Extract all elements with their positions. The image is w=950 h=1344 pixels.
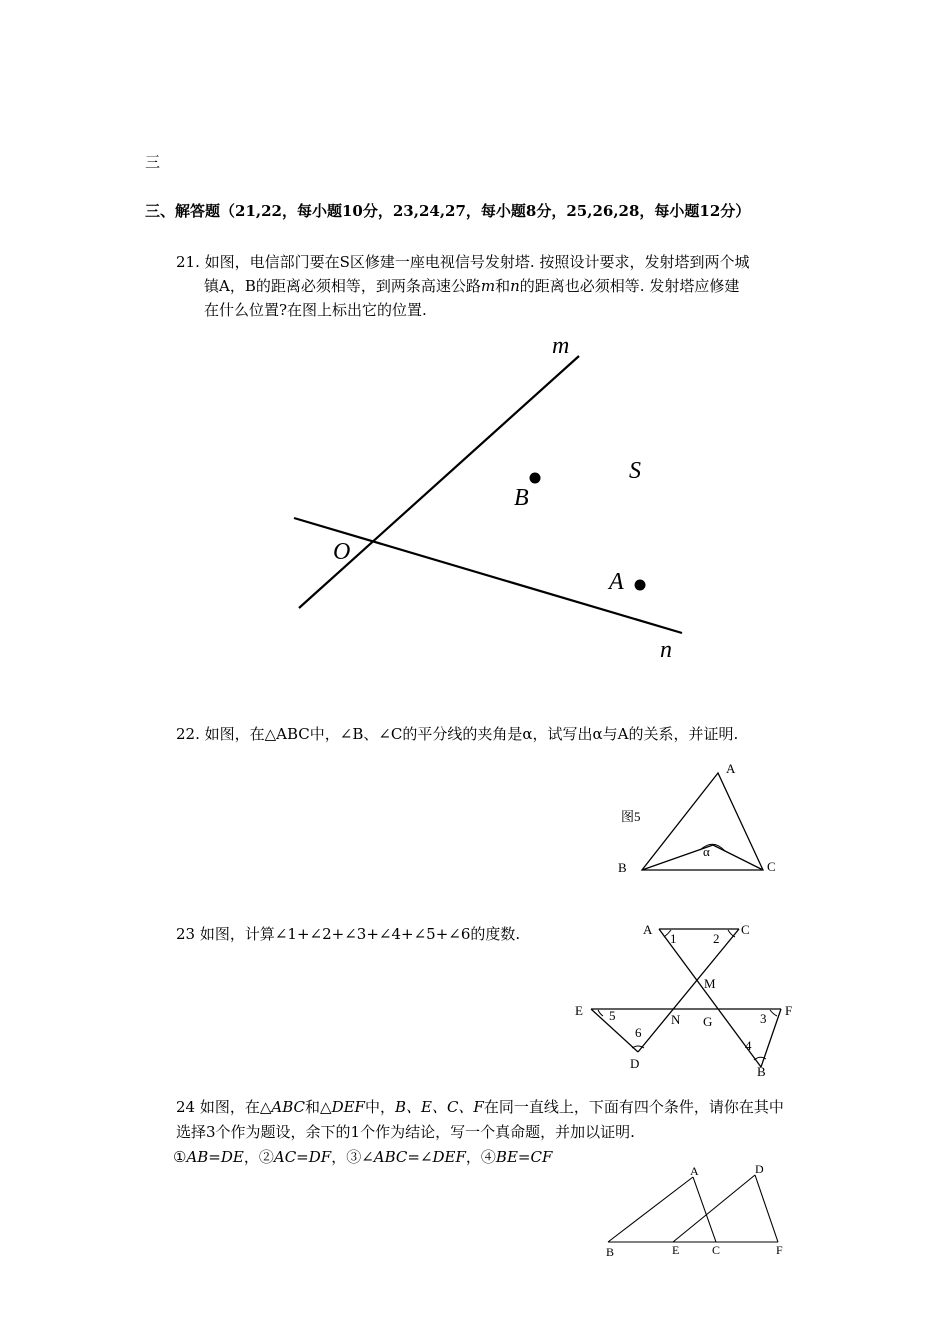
cond-4-num: ，④ xyxy=(465,1148,496,1166)
q24-l1-d: 在同一直线上，下面有四个条件，请你在其中 xyxy=(483,1098,784,1116)
q21-line-3: 在什么位置?在图上标出它的位置. xyxy=(204,301,427,319)
label-c: C xyxy=(712,1243,721,1257)
cond-2: AC=DF xyxy=(273,1148,332,1166)
label-alpha: α xyxy=(703,844,710,859)
label-b: B xyxy=(618,860,627,875)
q24-def: DEF xyxy=(331,1098,365,1116)
cond-3-num: ，③∠ xyxy=(331,1148,374,1166)
label-a: A xyxy=(643,922,653,937)
label-b: B xyxy=(757,1064,766,1079)
label-e: E xyxy=(672,1243,680,1257)
label-o: O xyxy=(333,539,351,565)
side-df xyxy=(755,1175,778,1242)
label-angle-4: 4 xyxy=(745,1038,752,1053)
q21-line-1: 21. 如图，电信部门要在S区修建一座电视信号发射塔. 按照设计要求，发射塔到两个城 xyxy=(176,253,750,271)
figure-caption: 图5 xyxy=(621,809,641,824)
section-mark: 三 xyxy=(145,153,161,171)
q24-l1-b: 和△ xyxy=(305,1098,332,1116)
label-a: A xyxy=(609,569,624,595)
cond-1: AB=DE xyxy=(186,1148,244,1166)
label-f: F xyxy=(785,1003,793,1018)
label-c: C xyxy=(767,859,776,874)
q24-abc: ABC xyxy=(271,1098,306,1116)
q22-text: 22. 如图，在△ABC中，∠B、∠C的平分线的夹角是α，试写出α与A的关系，并证明. xyxy=(176,725,739,743)
label-d: D xyxy=(630,1056,640,1071)
q21-var-n: n xyxy=(510,277,520,295)
label-n: n xyxy=(660,637,672,663)
label-m: m xyxy=(552,333,570,359)
side-de xyxy=(673,1175,755,1242)
label-b: B xyxy=(514,485,529,511)
q24-l1-c: 中， xyxy=(364,1098,395,1116)
q21-var-m: m xyxy=(480,277,496,295)
q21-line-2-c: 的距离也必须相等. 发射塔应修建 xyxy=(519,277,740,295)
label-g: G xyxy=(703,1014,713,1029)
cond-1-num: ① xyxy=(173,1148,187,1166)
label-n: N xyxy=(671,1012,681,1027)
q21-line-2-b: 和 xyxy=(495,277,511,295)
q24-points: B、E、C、F xyxy=(394,1098,484,1116)
cond-3: ABC=∠DEF xyxy=(373,1148,466,1166)
label-m: M xyxy=(704,976,716,991)
label-angle-5: 5 xyxy=(609,1008,616,1023)
label-d: D xyxy=(755,1162,764,1176)
label-angle-1: 1 xyxy=(670,931,677,946)
side-ab xyxy=(608,1177,693,1242)
label-f: F xyxy=(776,1243,783,1257)
label-angle-3: 3 xyxy=(760,1011,767,1026)
label-s: S xyxy=(629,458,641,484)
section-heading: 三、解答题（21,22，每小题10分，23,24,27，每小题8分，25,26,28，每小题12分） xyxy=(145,202,751,220)
label-e: E xyxy=(575,1003,583,1018)
q24-line-2: 选择3个作为题设，余下的1个作为结论，写一个真命题，并加以证明. xyxy=(176,1123,635,1141)
label-b: B xyxy=(606,1245,615,1259)
q24-l1-a: 24 如图，在△ xyxy=(176,1098,272,1116)
cond-2-num: ，② xyxy=(243,1148,274,1166)
cond-4: BE=CF xyxy=(495,1148,553,1166)
label-angle-2: 2 xyxy=(713,931,720,946)
q21-line-2-a: 镇A，B的距离必须相等，到两条高速公路 xyxy=(204,277,481,295)
label-c: C xyxy=(741,922,750,937)
label-a: A xyxy=(726,761,736,776)
q23-text: 23 如图，计算∠1+∠2+∠3+∠4+∠5+∠6的度数. xyxy=(176,925,521,943)
label-a: A xyxy=(690,1164,699,1178)
label-angle-6: 6 xyxy=(635,1025,642,1040)
